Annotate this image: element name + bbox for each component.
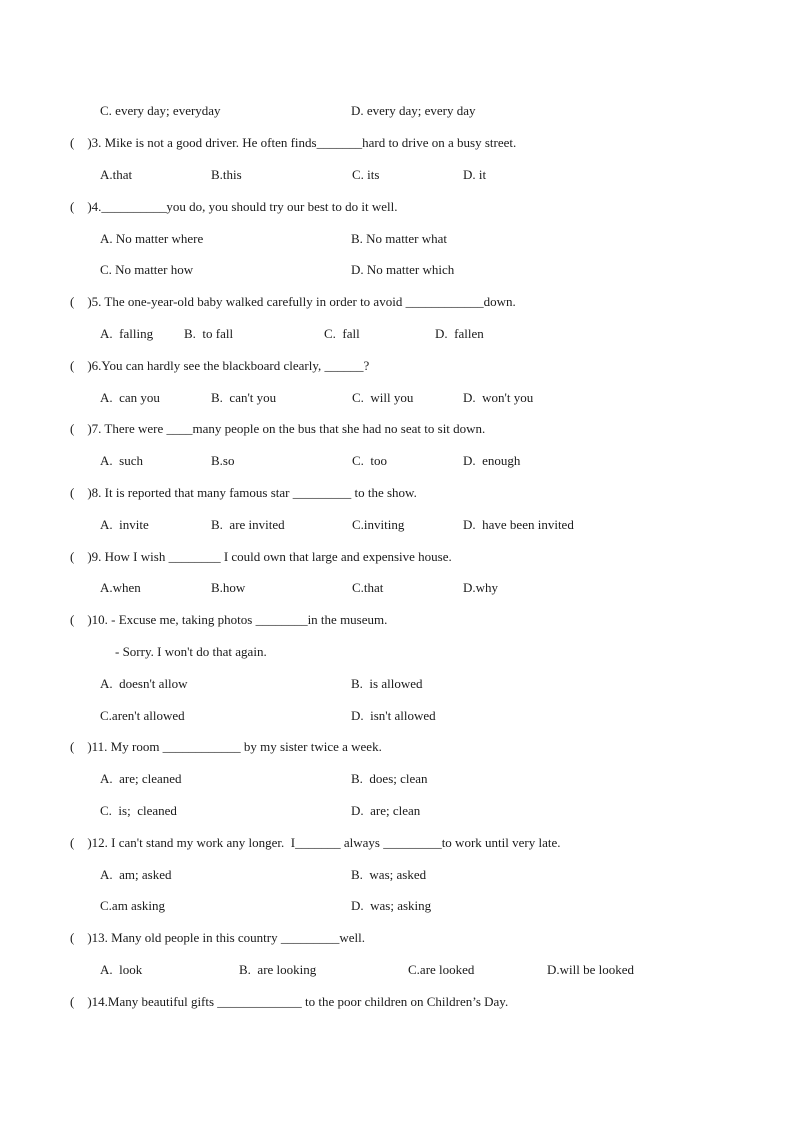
question-12: ( )12. I can't stand my work any longer. I_______ always _________to work until very late.	[70, 835, 561, 850]
option-c: C. fall	[324, 326, 360, 341]
option-a: A.that	[100, 167, 133, 182]
option-d: D. No matter which	[351, 262, 455, 277]
option-d: D. won't you	[463, 390, 534, 405]
option-d: D. every day; every day	[351, 103, 476, 118]
option-a: A. am; asked	[100, 867, 172, 882]
option-a: A. No matter where	[100, 231, 204, 246]
option-d: D.will be looked	[547, 962, 635, 977]
option-c: C.am asking	[100, 898, 165, 913]
option-d: D. was; asking	[351, 898, 432, 913]
option-c: C. too	[352, 453, 388, 468]
dialogue-reply: - Sorry. I won't do that again.	[115, 644, 267, 659]
option-d: D.why	[463, 580, 499, 595]
option-a: A. are; cleaned	[100, 771, 182, 786]
option-c: C.aren't allowed	[100, 708, 185, 723]
option-b: B.how	[211, 580, 246, 595]
question-13: ( )13. Many old people in this country _________well.	[70, 930, 365, 945]
option-b: B. are invited	[211, 517, 285, 532]
option-a: A. doesn't allow	[100, 676, 188, 691]
option-c: C.are looked	[408, 962, 475, 977]
option-d: D. enough	[463, 453, 521, 468]
question-9: ( )9. How I wish ________ I could own that large and expensive house.	[70, 549, 452, 564]
question-7: ( )7. There were ____many people on the bus that she had no seat to sit down.	[70, 421, 486, 436]
option-d: D. are; clean	[351, 803, 421, 818]
option-b: B. No matter what	[351, 231, 448, 246]
question-8: ( )8. It is reported that many famous star _________ to the show.	[70, 485, 417, 500]
question-6: ( )6.You can hardly see the blackboard clearly, ______?	[70, 358, 370, 373]
option-a: A. invite	[100, 517, 149, 532]
option-b: B. to fall	[184, 326, 234, 341]
option-a: A.when	[100, 580, 141, 595]
option-b: B. does; clean	[351, 771, 428, 786]
option-b: B.this	[211, 167, 242, 182]
option-d: D. it	[463, 167, 487, 182]
option-a: A. such	[100, 453, 143, 468]
option-d: D. have been invited	[463, 517, 574, 532]
option-a: A. falling	[100, 326, 154, 341]
question-14: ( )14.Many beautiful gifts _____________ to the poor children on Children’s Day.	[70, 994, 509, 1009]
option-c: C.that	[352, 580, 384, 595]
question-10: ( )10. - Excuse me, taking photos ________in the museum.	[70, 612, 388, 627]
option-c: C.inviting	[352, 517, 405, 532]
question-3: ( )3. Mike is not a good driver. He often finds_______hard to drive on a busy street.	[70, 135, 517, 150]
option-c: C. every day; everyday	[100, 103, 221, 118]
option-b: B. is allowed	[351, 676, 423, 691]
option-b: B. can't you	[211, 390, 277, 405]
option-a: A. look	[100, 962, 143, 977]
option-d: D. fallen	[435, 326, 484, 341]
question-4: ( )4.__________you do, you should try our best to do it well.	[70, 199, 398, 214]
option-c: C. is; cleaned	[100, 803, 177, 818]
question-5: ( )5. The one-year-old baby walked carefully in order to avoid ____________down.	[70, 294, 516, 309]
option-c: C. No matter how	[100, 262, 194, 277]
option-b: B. are looking	[239, 962, 317, 977]
option-b: B.so	[211, 453, 235, 468]
option-d: D. isn't allowed	[351, 708, 436, 723]
option-a: A. can you	[100, 390, 160, 405]
option-c: C. will you	[352, 390, 414, 405]
option-c: C. its	[352, 167, 380, 182]
question-11: ( )11. My room ____________ by my sister twice a week.	[70, 739, 382, 754]
option-b: B. was; asked	[351, 867, 427, 882]
